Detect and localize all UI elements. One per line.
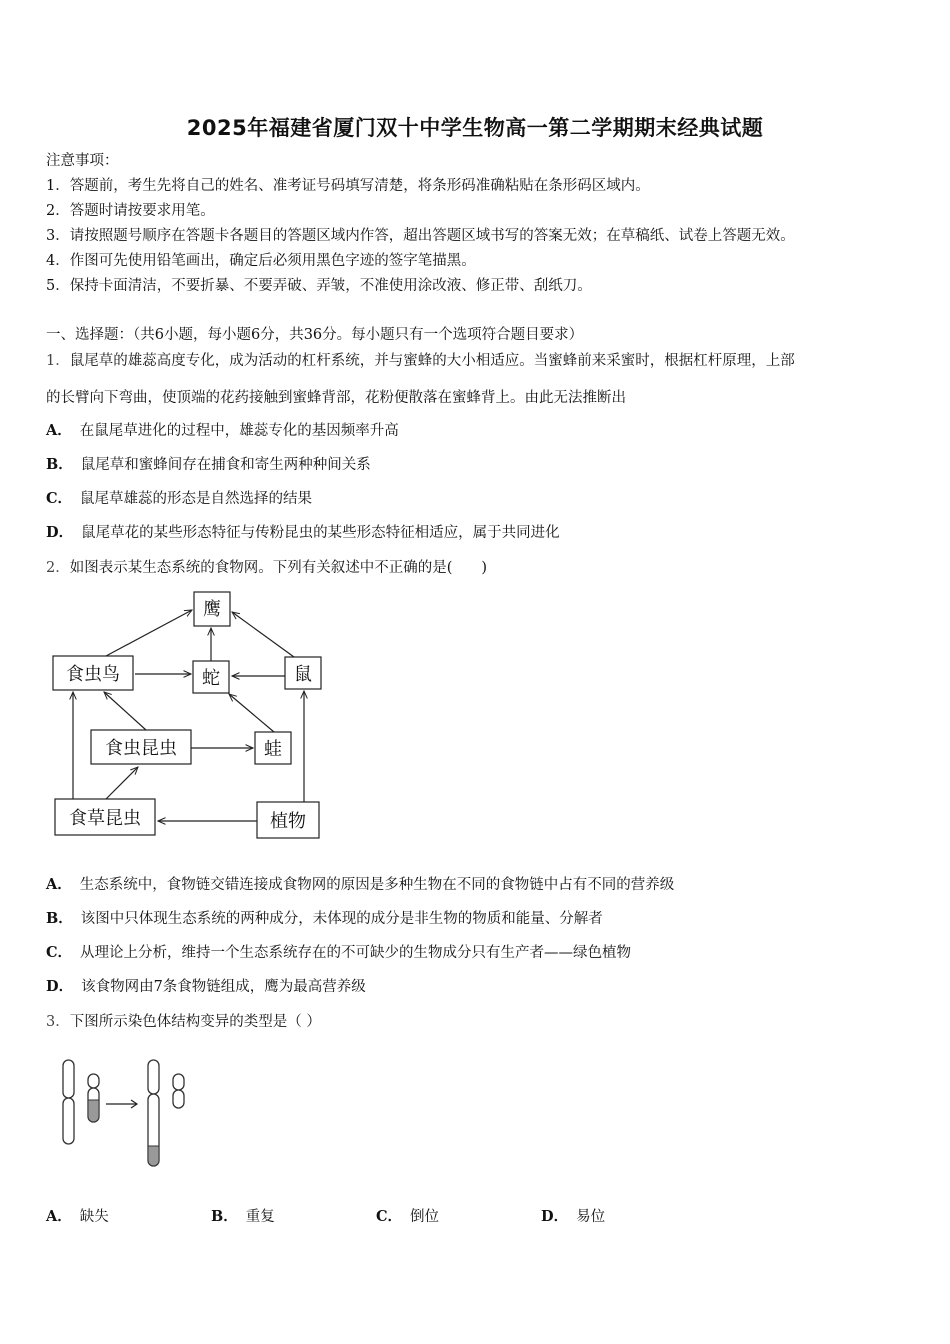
- answer-c: [376, 1205, 439, 1226]
- question-text: 下图所示染色体结构变异的类型是（ ）: [69, 1014, 321, 1030]
- option-text: 缺失: [79, 1209, 109, 1225]
- arrow-herb-insect: [106, 767, 138, 799]
- chromosome-c-short-arm: [148, 1060, 159, 1094]
- chromosome-a-short-arm: [63, 1060, 74, 1098]
- option-label: C．: [376, 1208, 403, 1225]
- option-text: 易位: [576, 1209, 606, 1225]
- option-label: D．: [46, 978, 74, 995]
- arrow-mouse-hawk: [232, 612, 294, 657]
- arrow-frog-snake: [229, 694, 274, 732]
- label-mouse: 鼠: [294, 664, 312, 685]
- label-bird: 食虫鸟: [66, 664, 120, 685]
- option-a: [46, 421, 399, 441]
- answer-b: [211, 1205, 275, 1226]
- option-text: 鼠尾草和蜜蜂间存在捕食和寄生两种种间关系: [80, 457, 371, 473]
- label-frog: 蛙: [264, 739, 282, 760]
- chromosome-d-short-arm: [173, 1074, 184, 1090]
- chromosome-b-short-arm: [88, 1074, 99, 1088]
- option-d: [46, 523, 560, 543]
- option-text: 倒位: [410, 1209, 440, 1225]
- label-hawk: 鹰: [203, 599, 221, 620]
- option-b: [46, 909, 603, 929]
- option-label: C．: [46, 490, 73, 507]
- option-text: 鼠尾草雄蕊的形态是自然选择的结果: [80, 491, 313, 507]
- option-b: [46, 455, 371, 475]
- label-plant: 植物: [270, 811, 306, 832]
- option-a: [46, 875, 674, 895]
- option-text: 从理论上分析，维持一个生态系统存在的不可缺少的生物成分只有生产者——绿色植物: [80, 945, 632, 961]
- question-number: 1．: [46, 353, 70, 369]
- option-c: [46, 943, 631, 963]
- option-label: A．: [46, 422, 72, 439]
- answer-a: [46, 1205, 109, 1226]
- chromosome-diagram: [56, 1054, 191, 1174]
- notice-item: 2．答题时请按要求用笔。: [46, 203, 215, 219]
- chromosome-d-long-arm: [173, 1090, 184, 1108]
- question-number: 2．: [46, 560, 70, 576]
- option-text: 该图中只体现生态系统的两种成分，未体现的成分是非生物的物质和能量、分解者: [80, 911, 603, 927]
- notice-heading: 注意事项：: [46, 153, 119, 169]
- question-1-stem: [46, 351, 795, 371]
- notice-item: 5．保持卡面清洁，不要折暴、不要弄破、弄皱，不准使用涂改液、修正带、刮纸刀。: [46, 278, 592, 294]
- option-text: 鼠尾草花的某些形态特征与传粉昆虫的某些形态特征相适应，属于共同进化: [81, 525, 560, 541]
- option-label: D．: [541, 1208, 569, 1225]
- option-d: [46, 977, 366, 997]
- option-text: 重复: [245, 1209, 275, 1225]
- question-number: 3．: [46, 1014, 70, 1030]
- label-herbivore-insect: 食草昆虫: [69, 808, 141, 829]
- question-text: 鼠尾草的雄蕊高度专化，成为活动的杠杆系统，并与蜜蜂的大小相适应。当蜜蜂前来采蜜时，根据杠杆原理，上部: [69, 353, 795, 369]
- option-label: C．: [46, 944, 73, 961]
- option-label: B．: [46, 910, 73, 927]
- option-label: D．: [46, 524, 74, 541]
- label-snake: 蛇: [202, 668, 220, 689]
- food-web-diagram: [46, 588, 346, 848]
- notice-item: 3．请按照题号顺序在答题卡各题目的答题区域内作答，超出答题区域书写的答案无效；在草稿纸、试卷上答题无效。: [46, 228, 795, 244]
- question-2-stem: [46, 558, 487, 578]
- shaded-segment-moved: [148, 1146, 159, 1166]
- option-text: 该食物网由7条食物链组成，鹰为最高营养级: [81, 979, 366, 995]
- question-text: 如图表示某生态系统的食物网。下列有关叙述中不正确的是( ): [69, 560, 488, 576]
- answer-d: [541, 1205, 605, 1226]
- label-insectivore-insect: 食虫昆虫: [105, 738, 177, 759]
- option-text: 在鼠尾草进化的过程中，雄蕊专化的基因频率升高: [79, 423, 399, 439]
- notice-item: 1．答题前，考生先将自己的姓名、准考证号码填写清楚，将条形码准确粘贴在条形码区域内。: [46, 178, 650, 194]
- option-label: A．: [46, 1208, 72, 1225]
- option-label: B．: [46, 456, 73, 473]
- arrow-insect-bird: [104, 692, 146, 730]
- page-title: 2025年福建省厦门双十中学生物高一第二学期期末经典试题: [186, 116, 764, 140]
- option-text: 生态系统中，食物链交错连接成食物网的原因是多种生物在不同的食物链中占有不同的营养级: [79, 877, 675, 893]
- section-heading: 一、选择题：（共6小题，每小题6分，共36分。每小题只有一个选项符合题目要求）: [46, 327, 584, 343]
- option-label: B．: [211, 1208, 238, 1225]
- question-1-stem-cont: 的长臂向下弯曲，使顶端的花药接触到蜜蜂背部，花粉便散落在蜜蜂背上。由此无法推断出: [46, 390, 626, 406]
- question-3-stem: [46, 1012, 321, 1032]
- option-c: [46, 489, 312, 509]
- arrow-bird-hawk: [106, 610, 192, 656]
- chromosome-a-long-arm: [63, 1098, 74, 1144]
- option-label: A．: [46, 876, 72, 893]
- shaded-segment: [88, 1100, 99, 1122]
- notice-item: 4．作图可先使用铅笔画出，确定后必须用黑色字迹的签字笔描黑。: [46, 253, 476, 269]
